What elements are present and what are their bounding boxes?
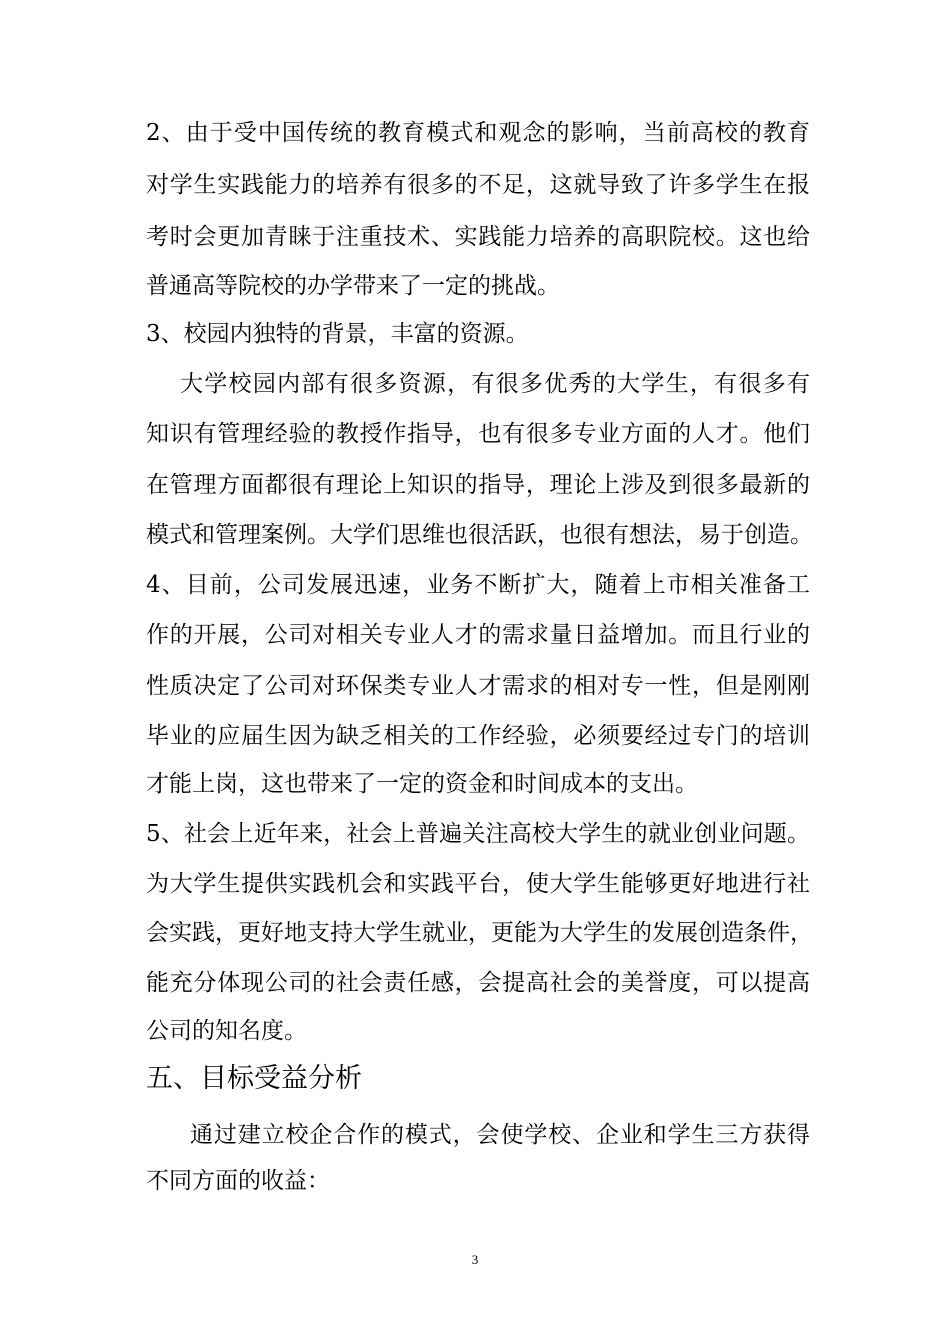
text-line: 能充分体现公司的社会责任感，会提高社会的美誉度，可以提高 xyxy=(146,970,810,996)
text-line: 作的开展，公司对相关专业人才的需求量日益增加。而且行业的 xyxy=(146,622,810,648)
text-line: 大学校园内部有很多资源，有很多优秀的大学生，有很多有 xyxy=(180,371,810,397)
text-line: 2、由于受中国传统的教育模式和观念的影响，当前高校的教育 xyxy=(146,120,810,146)
text-line: 模式和管理案例。大学们思维也很活跃，也很有想法，易于创造。 xyxy=(146,522,813,548)
text-line: 考时会更加青睐于注重技术、实践能力培养的高职院校。这也给 xyxy=(146,224,810,250)
text-line: 通过建立校企合作的模式，会使学校、企业和学生三方获得 xyxy=(190,1122,810,1148)
text-line: 不同方面的收益： xyxy=(146,1168,330,1194)
text-line: 普通高等院校的办学带来了一定的挑战。 xyxy=(146,273,560,299)
page-number: 3 xyxy=(471,1252,479,1267)
text-line: 才能上岗，这也带来了一定的资金和时间成本的支出。 xyxy=(146,771,698,797)
text-line: 对学生实践能力的培养有很多的不足，这就导致了许多学生在报 xyxy=(146,172,810,198)
text-line: 毕业的应届生因为缺乏相关的工作经验，必须要经过专门的培训 xyxy=(146,723,810,749)
text-line: 性质决定了公司对环保类专业人才需求的相对专一性，但是刚刚 xyxy=(146,673,810,699)
section-heading: 五、目标受益分析 xyxy=(146,1063,362,1094)
text-line: 会实践，更好地支持大学生就业，更能为大学生的发展创造条件， xyxy=(146,920,813,946)
text-line: 5、社会上近年来，社会上普遍关注高校大学生的就业创业问题。 xyxy=(146,821,810,847)
text-line: 4、目前，公司发展迅速，业务不断扩大，随着上市相关准备工 xyxy=(146,572,810,598)
text-line: 在管理方面都很有理论上知识的指导，理论上涉及到很多最新的 xyxy=(146,472,810,498)
text-line: 为大学生提供实践机会和实践平台，使大学生能够更好地进行社 xyxy=(146,871,810,897)
text-line: 3、校园内独特的背景，丰富的资源。 xyxy=(146,321,529,347)
text-line: 知识有管理经验的教授作指导，也有很多专业方面的人才。他们 xyxy=(146,421,810,447)
text-line: 公司的知名度。 xyxy=(146,1018,307,1044)
